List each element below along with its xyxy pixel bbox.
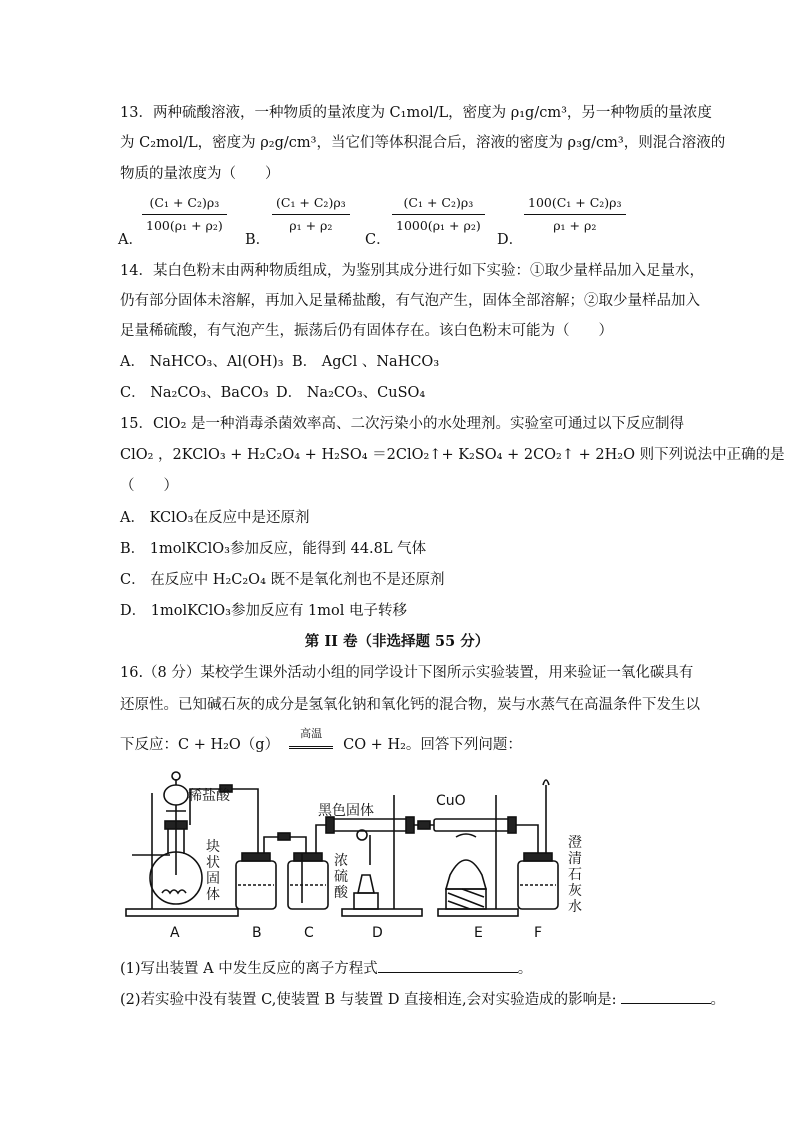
letter-b: B	[252, 925, 262, 941]
q13-option-d-letter: D．	[497, 232, 524, 248]
cuo-powder	[456, 834, 476, 837]
tube-d-left-plug	[326, 817, 334, 833]
stand-base-d	[342, 909, 422, 916]
q15-option-c: C． 在反应中 H₂C₂O₄ 既不是氧化剂也不是还原剂	[120, 572, 445, 588]
q15-line-3: （ ）	[120, 478, 178, 494]
burner-d	[358, 875, 374, 893]
vent-flame	[543, 780, 549, 785]
separatory-funnel	[164, 785, 188, 805]
tube-e-plug	[508, 817, 516, 833]
reaction-condition-label: 高温	[300, 727, 323, 740]
q15-option-a: A． KClO₃在反应中是还原剂	[120, 510, 310, 526]
q13-option-a-denominator: 100(ρ₁ + ρ₂)	[146, 218, 223, 233]
burner-d-base	[354, 893, 378, 909]
q16-sub1-answer-blank[interactable]	[378, 958, 518, 973]
q15-line-2: ClO₂ ，2KClO₃ + H₂C₂O₄ + H₂SO₄ ＝2ClO₂↑+ K₂SO₄ + 2CO₂↑ + 2H₂O 则下列说法中正确的是	[120, 447, 785, 463]
label-block-solid-2: 状	[206, 855, 220, 871]
q13-option-c-denominator: 1000(ρ₁ + ρ₂)	[396, 218, 481, 233]
q16-sub1	[120, 958, 532, 979]
q14-option-c: C． Na₂CO₃、BaCO₃	[120, 385, 269, 401]
q13-option-c-numerator: (C₁ + C₂)ρ₃	[392, 195, 485, 215]
label-block-solid-4: 体	[206, 887, 220, 903]
letter-d: D	[372, 925, 383, 941]
q14-line-2: 仍有部分固体未溶解，再加入足量稀盐酸，有气泡产生，固体全部溶解；②取少量样品加入	[120, 293, 700, 309]
q13-option-a-letter: A．	[118, 232, 143, 248]
q16-line-3-pre: 下反应：C + H₂O（g）	[120, 737, 280, 753]
q15-line-1: 15．ClO₂ 是一种消毒杀菌效率高、二次污染小的水处理剂。实验室可通过以下反应制得	[120, 416, 684, 432]
q16-line-1: 16.（8 分）某校学生课外活动小组的同学设计下图所示实验装置，用来验证一氧化碳具有	[120, 665, 694, 681]
q14-line-1: 14．某白色粉末由两种物质组成，为鉴别其成分进行如下实验：①取少量样品加入足量水，	[120, 263, 704, 279]
bottle-c-stopper	[294, 853, 322, 861]
q13-option-b-fraction	[272, 195, 350, 234]
label-limewater-5: 水	[568, 899, 582, 915]
apparatus-figure	[118, 765, 598, 945]
stand-base-e	[438, 909, 518, 916]
q16-sub2	[120, 989, 725, 1010]
q16-sub2-answer-blank[interactable]	[621, 989, 711, 1004]
q13-option-a-fraction	[142, 195, 227, 234]
q13-option-b-letter: B．	[245, 232, 271, 248]
label-limewater-1: 澄	[568, 835, 582, 851]
q14-option-b: B． AgCl 、NaHCO₃	[292, 354, 440, 370]
letter-a: A	[170, 925, 180, 941]
q13-option-d-denominator: ρ₁ + ρ₂	[553, 218, 597, 233]
label-block-solid-3: 固	[206, 871, 220, 887]
bottle-b-stopper	[242, 853, 270, 861]
label-limewater-2: 清	[568, 851, 582, 867]
alcohol-lamp-e	[446, 860, 486, 889]
section-title: 第 II 卷（非选择题 55 分）	[304, 633, 490, 650]
q13-option-b-numerator: (C₁ + C₂)ρ₃	[272, 195, 350, 215]
q16-sub2-text: (2)若实验中没有装置 C,使装置 B 与装置 D 直接相连,会对实验造成的影响是:	[120, 992, 617, 1008]
q13-option-c-letter: C．	[365, 232, 391, 248]
q16-sub2-end: 。	[710, 992, 726, 1008]
reaction-condition	[289, 727, 333, 749]
combustion-tube-e	[434, 819, 514, 831]
tube-d-right-plug	[406, 817, 414, 833]
bottle-f-stopper	[524, 853, 552, 861]
q13-line-2: 为 C₂mol/L，密度为 ρ₂g/cm³，当它们等体积混合后，溶液的密度为 ρ₃g/cm³，则混合溶液的	[120, 135, 726, 151]
combustion-tube-d	[330, 819, 410, 831]
label-conc-h2so4-1: 浓	[334, 853, 348, 869]
funnel-knob	[172, 772, 180, 780]
q13-option-a-numerator: (C₁ + C₂)ρ₃	[142, 195, 227, 215]
q16-line-2: 还原性。已知碱石灰的成分是氢氧化钠和氧化钙的混合物，炭与水蒸气在高温条件下发生以	[120, 697, 700, 713]
tube-joint-2	[278, 833, 290, 840]
label-conc-h2so4-3: 酸	[334, 885, 348, 901]
label-limewater-3: 石	[568, 867, 582, 883]
q13-line-3: 物质的量浓度为（ ）	[120, 166, 280, 182]
letter-f: F	[534, 925, 543, 941]
q13-option-d-fraction	[524, 195, 626, 234]
q14-line-3: 足量稀硫酸，有气泡产生，振荡后仍有固体存在。该白色粉末可能为（ ）	[120, 323, 613, 339]
stand-base-a	[126, 909, 238, 916]
q16-line-3	[120, 727, 522, 755]
q14-option-d: D． Na₂CO₃、CuSO₄	[276, 385, 426, 401]
q15-option-d: D． 1molKClO₃参加反应有 1mol 电子转移	[120, 603, 408, 619]
tube-joint-3	[418, 821, 430, 829]
tube-e-f	[516, 825, 538, 853]
block-solid	[162, 890, 186, 893]
q16-line-3-post: CO + H₂。回答下列问题：	[343, 737, 522, 753]
label-block-solid-1: 块	[206, 839, 220, 855]
label-conc-h2so4-2: 硫	[334, 869, 348, 885]
label-limewater-4: 灰	[568, 883, 582, 899]
q15-option-b: B． 1molKClO₃参加反应，能得到 44.8L 气体	[120, 541, 427, 557]
label-cuo: CuO	[436, 793, 466, 809]
q14-option-a: A． NaHCO₃、Al(OH)₃	[120, 354, 284, 370]
q13-line-1: 13．两种硫酸溶液，一种物质的量浓度为 C₁mol/L，密度为 ρ₁g/cm³，另一种物质的量浓度	[120, 105, 712, 121]
letter-c: C	[304, 925, 314, 941]
label-black-solid: 黑色固体	[318, 803, 374, 819]
label-dilute-hcl: 稀盐酸	[188, 788, 230, 804]
q16-sub1-text: (1)写出装置 A 中发生反应的离子方程式	[120, 961, 378, 977]
letter-e: E	[474, 925, 483, 941]
lamp-block-hatch	[448, 889, 484, 909]
q16-sub1-end: 。	[517, 961, 533, 977]
q13-option-b-denominator: ρ₁ + ρ₂	[289, 218, 333, 233]
q13-option-c-fraction	[392, 195, 485, 234]
q13-option-d-numerator: 100(C₁ + C₂)ρ₃	[524, 195, 626, 215]
